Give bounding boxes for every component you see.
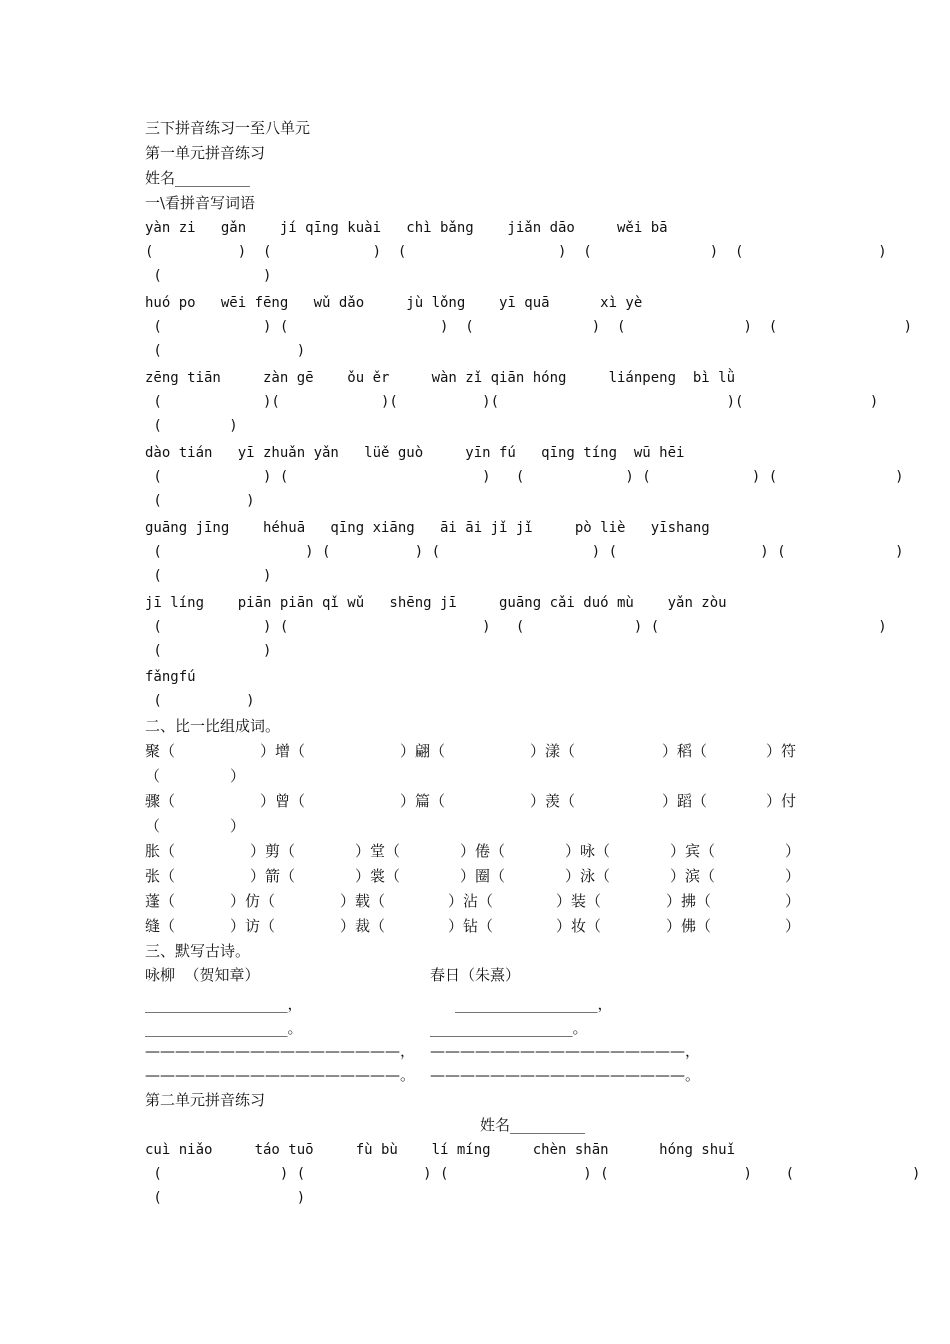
poem-line: —————————————————。 — [430, 1066, 701, 1084]
paren-row: ( ) — [145, 343, 306, 359]
pinyin-row: zēng tiān zàn gē ǒu ěr wàn zǐ qiān hóng liánpeng bì lǜ — [145, 370, 736, 386]
unit1-heading: 第一单元拼音练习 — [145, 144, 266, 162]
unit2-name-label: 姓名__________ — [480, 1116, 586, 1134]
pinyin-row: guāng jīng héhuā qīng xiāng āi āi jǐ jǐ pò liè yīshang — [145, 520, 710, 536]
paren-row: ( ) — [145, 693, 255, 709]
poem-line: ___________________。 — [430, 1019, 588, 1037]
unit1-section1-heading: 一\看拼音写词语 — [145, 194, 256, 212]
pinyin-row: yàn zi gǎn jí qīng kuài chì bǎng jiǎn dāo wěi bā — [145, 220, 668, 236]
paren-row: ( ) ( ) ( ) ( ) ( ) — [145, 244, 887, 260]
paren-row: ( ) — [145, 1190, 306, 1206]
unit2-heading: 第二单元拼音练习 — [145, 1091, 266, 1109]
paren-row: ( ) ( ) ( ) ( ) — [145, 619, 887, 635]
poem-line: —————————————————， — [430, 1042, 701, 1060]
paren-row: ( ) — [145, 418, 238, 434]
pinyin-row: fǎngfú — [145, 669, 196, 685]
poem-line: ___________________。 — [145, 1019, 303, 1037]
paren-row: ( ) ( ) ( ) ( ) ( ) — [145, 469, 904, 485]
paren-row: ( ) ( ) ( ) ( ) ( ) — [145, 319, 913, 335]
poem-line: ___________________， — [145, 995, 303, 1013]
paren-row: ( )( )( )( )( ) — [145, 394, 879, 410]
unit1-section3-heading: 三、默写古诗。 — [145, 942, 251, 960]
paren-row: ( ) ( ) ( ) ( ) ( ) — [145, 544, 904, 560]
pinyin-row: huó po wēi fēng wǔ dǎo jù lǒng yī quā xì yè — [145, 295, 643, 311]
unit1-name-label: 姓名__________ — [145, 169, 251, 187]
pinyin-row: jī líng piān piān qǐ wǔ shēng jī guāng cǎi duó mù yǎn zòu — [145, 595, 727, 611]
paren-row: ( ) — [145, 568, 272, 584]
pinyin-row: cuì niǎo táo tuō fù bù lí míng chèn shān hóng shuǐ — [145, 1142, 736, 1158]
paren-row: ( ) — [145, 493, 255, 509]
poem-line: ___________________， — [455, 995, 613, 1013]
pinyin-row: dào tián yī zhuǎn yǎn lüě guò yīn fú qīng tíng wū hēi — [145, 445, 685, 461]
poem-line: —————————————————， — [145, 1042, 416, 1060]
poem-right-title: 春日（朱熹） — [430, 966, 521, 984]
paren-row: ( ) — [145, 268, 272, 284]
document-title: 三下拼音练习一至八单元 — [145, 119, 311, 137]
unit1-section2-heading: 二、比一比组成词。 — [145, 717, 281, 735]
poem-left-title: 咏柳 （贺知章） — [145, 966, 260, 984]
poem-line: —————————————————。 — [145, 1066, 416, 1084]
paren-row: ( ) ( ) ( ) ( ) ( ) — [145, 1166, 921, 1182]
paren-row: ( ) — [145, 643, 272, 659]
